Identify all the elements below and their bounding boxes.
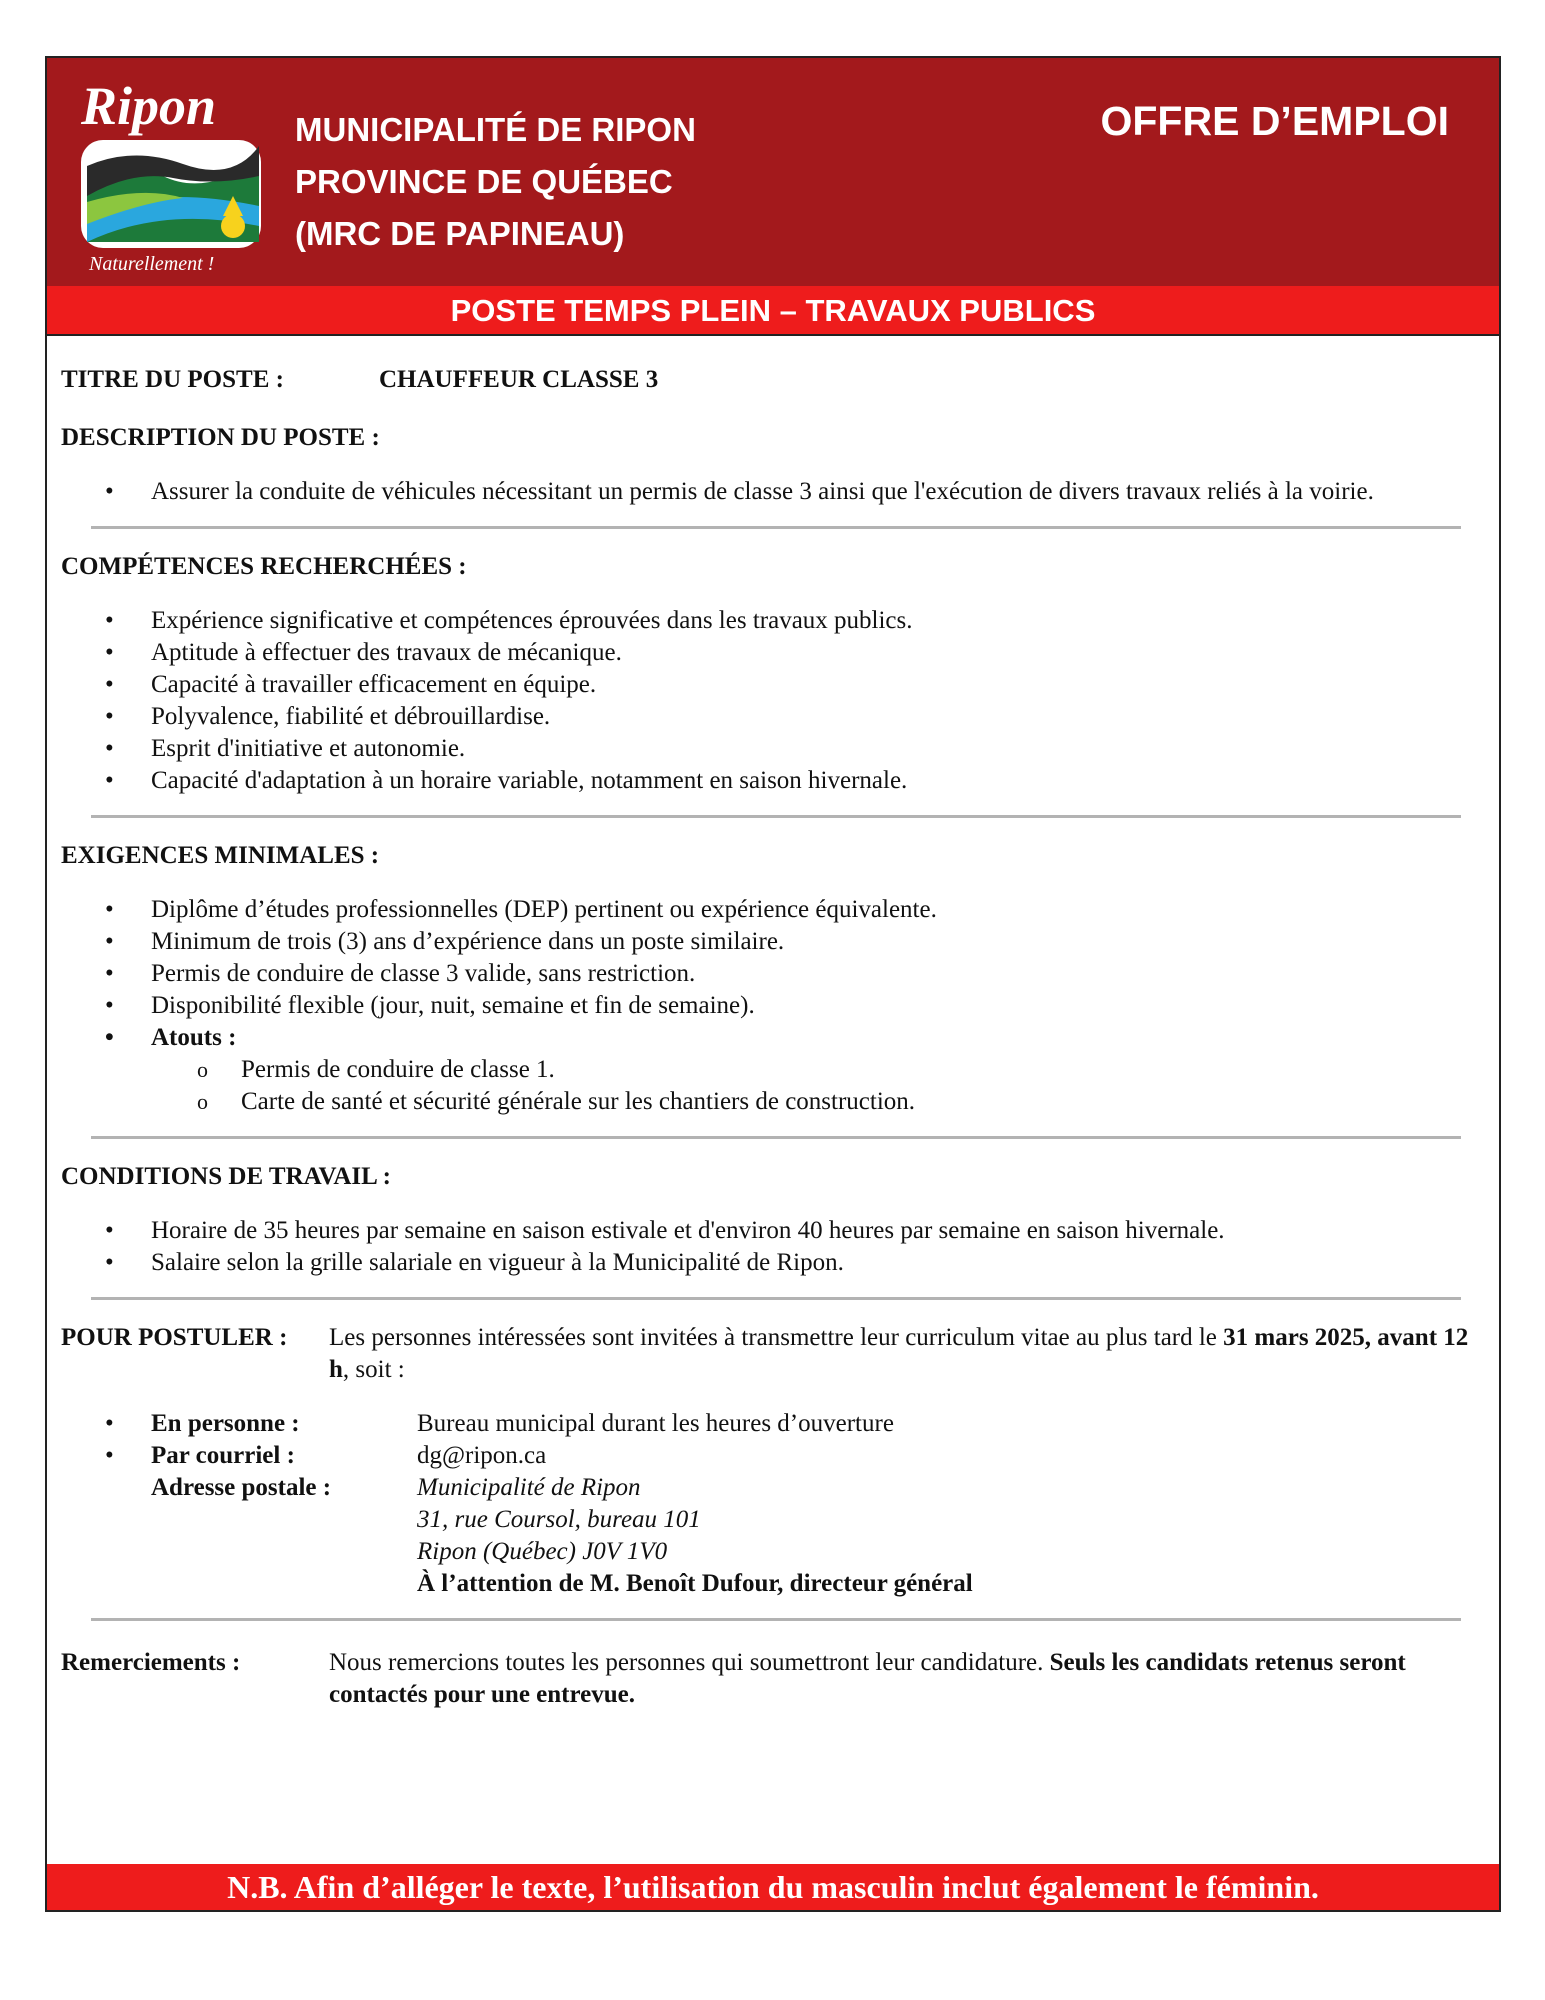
postal-line: 31, rue Coursol, bureau 101: [417, 1506, 701, 1533]
contact-in-person: [61, 1408, 1491, 1440]
description-list: [61, 476, 1491, 508]
list-item: • Horaire de 35 heures par semaine en saison estivale et d'environ 40 heures par semaine en saison hivernale.: [61, 1215, 1491, 1247]
list-item: • Minimum de trois (3) ans d’expérience dans un poste similaire.: [61, 926, 1491, 958]
thanks-section: [61, 1647, 1491, 1711]
list-item: • Capacité à travailler efficacement en équipe.: [61, 669, 1491, 701]
thanks-label: Remerciements :: [61, 1649, 241, 1676]
content: [61, 364, 1491, 1711]
ripon-logo: [63, 66, 285, 278]
footer-note-banner: N.B. Afin d’alléger le texte, l’utilisation du masculin inclut également le féminin.: [47, 1864, 1499, 1910]
offer-title: OFFRE D’EMPLOI: [1100, 98, 1449, 144]
mrc-name: (MRC DE PAPINEAU): [295, 215, 625, 252]
apply-text-end: , soit :: [342, 1356, 405, 1383]
job-title-row: [61, 364, 1491, 396]
email-link[interactable]: dg@ripon.ca: [417, 1442, 547, 1469]
apply-label: POUR POSTULER :: [61, 1324, 288, 1351]
list-item: • Capacité d'adaptation à un horaire variable, notamment en saison hivernale.: [61, 765, 1491, 797]
list-item: • Diplôme d’études professionnelles (DEP) pertinent ou expérience équivalente.: [61, 894, 1491, 926]
apply-section: [61, 1322, 1491, 1386]
atouts-list: [61, 1054, 1491, 1118]
list-item: • Assurer la conduite de véhicules nécessitant un permis de classe 3 ainsi que l'exécution de divers travaux reliés à la voirie.: [61, 476, 1491, 508]
postal-address: [417, 1472, 1491, 1600]
competences-list: [61, 605, 1491, 797]
apply-deadline: 31 mars 2025, avant 12 h: [329, 1324, 1469, 1383]
apply-text-intro: Les personnes intéressées sont invitées à transmettre leur curriculum vitae au plus tard le: [329, 1324, 1224, 1351]
conditions-heading: CONDITIONS DE TRAVAIL :: [61, 1163, 391, 1190]
in-person-value: Bureau municipal durant les heures d’ouverture: [417, 1410, 894, 1437]
postal-label: Adresse postale :: [151, 1474, 332, 1501]
email-label: • Par courriel :: [151, 1442, 295, 1469]
exigences-heading: EXIGENCES MINIMALES :: [61, 842, 380, 869]
postal-line: Ripon (Québec) J0V 1V0: [417, 1538, 668, 1565]
svg-text:Naturellement !: Naturellement !: [89, 253, 215, 275]
list-item: o Carte de santé et sécurité générale sur les chantiers de construction.: [61, 1086, 1491, 1118]
header: [47, 58, 1499, 286]
contact-list: [61, 1408, 1491, 1600]
job-title-value: CHAUFFEUR CLASSE 3: [379, 366, 659, 393]
thanks-text: [329, 1647, 1491, 1711]
municipality-block: [295, 104, 696, 260]
thanks-text-main: Nous remercions toutes les personnes qui soumettront leur candidature.: [329, 1649, 1050, 1676]
municipality-name: MUNICIPALITÉ DE RIPON: [295, 111, 696, 148]
in-person-label: • En personne :: [151, 1410, 300, 1437]
job-title-label: TITRE DU POSTE :: [61, 366, 284, 393]
postal-line: Municipalité de Ripon: [417, 1474, 641, 1501]
job-posting-frame: [45, 56, 1501, 1912]
list-item: • Disponibilité flexible (jour, nuit, semaine et fin de semaine).: [61, 990, 1491, 1022]
exigences-list: [61, 894, 1491, 1054]
svg-text:Ripon: Ripon: [81, 76, 217, 136]
contact-postal: [61, 1472, 1491, 1600]
province-name: PROVINCE DE QUÉBEC: [295, 163, 673, 200]
position-type-banner: POSTE TEMPS PLEIN – TRAVAUX PUBLICS: [47, 286, 1499, 336]
list-item: • Polyvalence, fiabilité et débrouillardise.: [61, 701, 1491, 733]
apply-text: [329, 1322, 1491, 1386]
contact-email: [61, 1440, 1491, 1472]
description-heading: DESCRIPTION DU POSTE :: [61, 424, 380, 451]
postal-attention: À l’attention de M. Benoît Dufour, directeur général: [417, 1570, 973, 1597]
thanks-text-bold: Seuls les candidats retenus seront contactés pour une entrevue.: [329, 1649, 1406, 1708]
competences-heading: COMPÉTENCES RECHERCHÉES :: [61, 553, 467, 580]
list-item: • Esprit d'initiative et autonomie.: [61, 733, 1491, 765]
list-item: • Aptitude à effectuer des travaux de mécanique.: [61, 637, 1491, 669]
conditions-list: [61, 1215, 1491, 1279]
list-item: • Expérience significative et compétences éprouvées dans les travaux publics.: [61, 605, 1491, 637]
list-item: • Salaire selon la grille salariale en vigueur à la Municipalité de Ripon.: [61, 1247, 1491, 1279]
list-item: • Permis de conduire de classe 3 valide, sans restriction.: [61, 958, 1491, 990]
list-item: o Permis de conduire de classe 1.: [61, 1054, 1491, 1086]
list-item: • Atouts :: [61, 1022, 1491, 1054]
